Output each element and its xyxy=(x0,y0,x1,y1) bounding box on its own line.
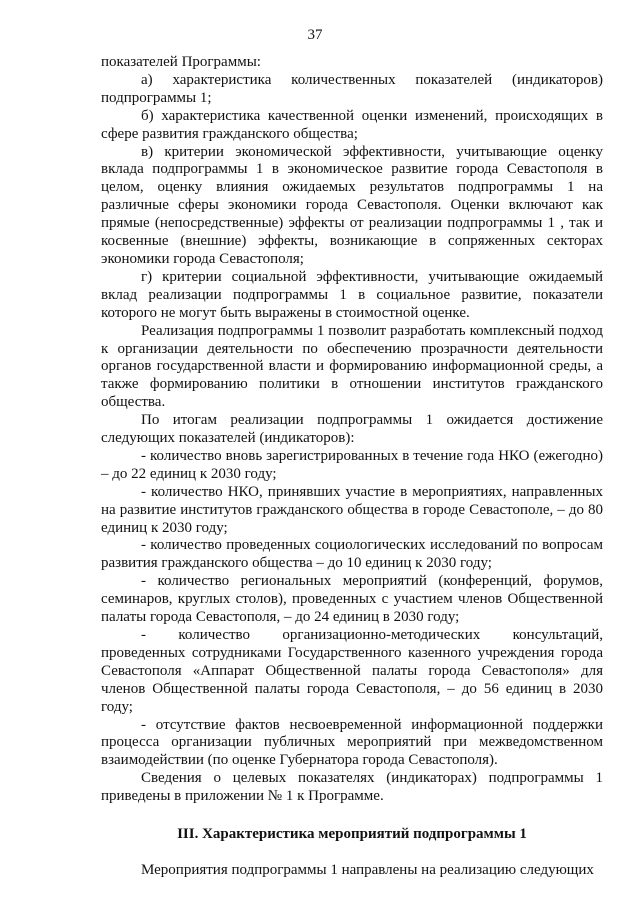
indicator-item: - количество проведенных социологических исследований по вопросам развития гражданского общества – до 10 единиц к 2030 году; xyxy=(101,537,603,572)
section-heading: III. Характеристика мероприятий подпрограммы 1 xyxy=(177,826,527,843)
section-first-line: Мероприятия подпрограммы 1 направлены на реализацию следующих xyxy=(141,861,594,878)
indicator-item: - количество региональных мероприятий (конференций, форумов, семинаров, круглых столов), проведенных с участием членов Общественной палаты города Севастополя, – до 24 единиц в 2030 году; xyxy=(101,573,603,626)
page-number: 37 xyxy=(307,27,323,43)
paragraph-expected-results: По итогам реализации подпрограммы 1 ожидается достижение следующих показателей (индикаторов): xyxy=(101,412,603,447)
paragraph-implementation: Реализация подпрограммы 1 позволит разработать комплексный подход к организации деятельности по обеспечению прозрачности деятельности органов государственной власти и формированию информационной среды, а также формированию политики в отношении институтов гражданского общества. xyxy=(101,322,603,411)
paragraph-appendix-reference: Сведения о целевых показателях (индикаторах) подпрограммы 1 приведены в приложении № 1 к Программе. xyxy=(101,770,603,805)
document-body xyxy=(101,54,603,880)
paragraph-intro: показателей Программы: xyxy=(101,54,261,70)
indicator-item: - количество организационно-методических консультаций, проведенных сотрудниками Государственного казенного учреждения города Севастополя «Аппарат Общественной палаты города Севастополя» для членов Общественной палаты города Севастополя, – до 56 единиц в 2030 году; xyxy=(101,627,603,715)
list-item-d: г) критерии социальной эффективности, учитывающие ожидаемый вклад реализации подпрограммы 1 в социальное развитие, показатели которого не могут быть выражены в стоимостной оценке. xyxy=(101,268,603,321)
indicator-item: - количество вновь зарегистрированных в течение года НКО (ежегодно) – до 22 единиц к 2030 году; xyxy=(101,447,603,482)
list-item-c: в) критерии экономической эффективности, учитывающие оценку вклада подпрограммы 1 в экономическое развитие города Севастополя в целом, оценку влияния ожидаемых результатов подпрограммы 1 на различные сферы экономики города Севастополя. Оценки включают как прямые (непосредственные) эффекты от реализации подпрограммы 1 , так и косвенные (внешние) эффекты, возникающие в сопряженных секторах экономики города Севастополя; xyxy=(101,143,603,267)
indicator-item: - отсутствие фактов несвоевременной информационной поддержки процесса организации публичных мероприятий при межведомственном взаимодействии (по оценке Губернатора города Севастополя). xyxy=(101,716,603,769)
list-item-b: б) характеристика качественной оценки изменений, происходящих в сфере развития гражданского общества; xyxy=(101,107,603,142)
list-item-a: а) характеристика количественных показателей (индикаторов) подпрограммы 1; xyxy=(101,71,603,106)
indicator-item: - количество НКО, принявших участие в мероприятиях, направленных на развитие институтов гражданского общества в городе Севастополе, – до 80 единиц к 2030 году; xyxy=(101,483,603,536)
